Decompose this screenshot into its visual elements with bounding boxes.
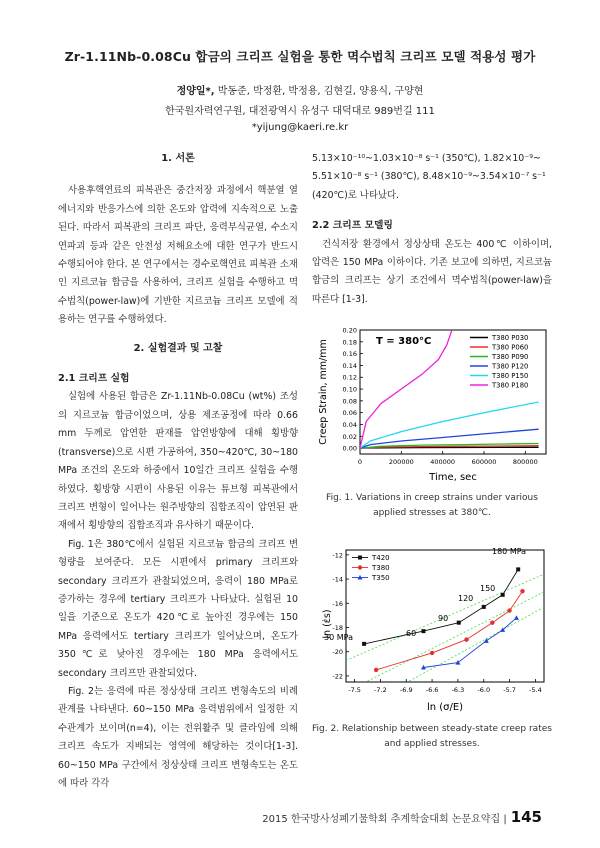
legend-label: T380 P060	[492, 343, 529, 352]
x-tick-label: 400000	[430, 458, 456, 466]
y-tick-label: 0.12	[342, 373, 357, 382]
data-point-t380	[374, 668, 378, 672]
fit-line-t350	[346, 607, 544, 716]
stress-annotation: 30 MPa	[324, 633, 353, 642]
x-tick-label: 200000	[388, 458, 414, 466]
right-column	[312, 150, 552, 309]
page-footer	[262, 808, 542, 826]
y-tick-label: 0.00	[342, 444, 357, 453]
data-point-t420	[482, 605, 486, 609]
legend-marker	[358, 556, 362, 560]
y-tick-label: -14	[332, 575, 343, 584]
data-point-t350	[514, 615, 519, 620]
series-line-t380-p150	[360, 402, 539, 448]
figure-2-caption: Fig. 2. Relationship between steady-state creep rates and applied stresses.	[312, 724, 552, 749]
author-email: *yijung@kaeri.re.kr	[251, 122, 349, 133]
y-tick-label: -18	[332, 624, 343, 633]
y-axis-label: Creep Strain, mm/mm	[318, 339, 329, 445]
y-tick-label: -20	[332, 648, 343, 657]
subsection-title-creep-modeling: 2.2 크리프 모델링	[312, 220, 393, 232]
stress-annotation: 120	[458, 594, 474, 603]
y-tick-label: 0.14	[342, 361, 357, 370]
authors	[0, 82, 600, 97]
legend-label: T380 P120	[492, 362, 529, 371]
y-tick-label: 0.10	[342, 385, 357, 394]
y-tick-label: -22	[332, 672, 343, 681]
x-axis-label: Time, sec	[429, 472, 477, 483]
figure-1-creep-strain-chart	[312, 322, 552, 490]
affiliation: 한국원자력연구원, 대전광역시 유성구 대덕대로 989번길 111	[165, 106, 435, 117]
x-tick-label: -6.9	[399, 686, 413, 694]
corresponding-author: 정양일*,	[176, 86, 215, 97]
stress-annotation: 180 MPa	[492, 547, 527, 556]
paragraph-creep-test-1: 실험에 사용된 합금은 Zr-1.11Nb-0.08Cu (wt%) 조성의 지르코늄 합금이었으며, 상용 제조공정에 따라 0.66 mm 두께로 압연한 판재를 압연방향에 대해 횡방향(transverse)으로 시편 가공하여, 350~420℃, 30~180 MPa 조건의 온도와 하중에서 10일간 크리프 실험을 수행하였다. 횡방향 시편이 사용된 이유는 튜브형 피복관에서 크리프 변형이 일어나는 원주방향의 집합조직이 압연된 판재에서 횡방향의 집합조직과 유사하기 때문이다.	[58, 391, 298, 532]
y-tick-label: -16	[332, 599, 343, 608]
co-authors: 박동준, 박정환, 박정용, 김현길, 양용식, 구양현	[214, 86, 424, 97]
legend-label: T380 P090	[492, 353, 529, 361]
y-tick-label: 0.02	[342, 432, 357, 441]
figure-2-creep-rate-chart	[322, 544, 548, 716]
y-tick-label: 0.08	[342, 397, 357, 406]
data-point-t350	[484, 638, 489, 643]
x-tick-label: -6.6	[425, 686, 439, 694]
chart-title: T = 380°C	[376, 336, 432, 347]
data-point-t420	[421, 629, 425, 633]
x-tick-label: -5.4	[529, 686, 542, 694]
paragraph-introduction: 사용후핵연료의 피복관은 중간저장 과정에서 핵분열 열에너지와 반응가스에 의한 온도와 압력에 지속적으로 노출된다. 따라서 피복관의 크리프 파단, 응력부식균열, 수소지연파괴 등과 같은 안전성 저해요소에 대한 연구가 반드시 수행되어야 한다. 본 연구에서는 경수로핵연료 피복관 소재인 지르코늄 합금을 사용하여, 크리프 실험을 수행하고 멱수법칙(power-law)에 기반한 지르코늄 크리프 모델에 적용하는 연구를 수행하였다.	[58, 185, 298, 326]
y-tick-label: 0.16	[342, 350, 357, 359]
legend-label: T380 P180	[492, 381, 529, 390]
x-tick-label: -7.5	[348, 686, 361, 694]
paragraph-creep-test-3: Fig. 2는 응력에 따른 정상상태 크리프 변형속도의 비례 관계를 나타낸다. 60~150 MPa 응력범위에서 일정한 지수관계가 보이며(n=4), 이는 전위활주 및 클라임에 의해 크리프 속도가 지배되는 영역에 해당하는 것이다[1-3]. 60~150 MPa 구간에서 정상상태 크리프 변형속도는 온도에 따라 각각	[58, 685, 298, 789]
data-point-t380	[464, 637, 468, 641]
data-point-t380	[430, 651, 434, 655]
y-tick-label: 0.20	[342, 326, 357, 335]
x-axis-label: ln (σ/E)	[426, 702, 464, 713]
continued-line-3: (420℃)로 나타났다.	[312, 189, 399, 201]
legend-label: T380	[372, 564, 390, 572]
paper-title: Zr-1.11Nb-0.08Cu 합금의 크리프 실험을 통한 멱수법칙 크리프 모델 적용성 평가	[64, 49, 536, 64]
x-tick-label: -5.7	[503, 686, 516, 694]
data-point-t380	[520, 589, 524, 593]
series-line-t350	[424, 618, 517, 668]
x-tick-label: -6.3	[451, 686, 465, 694]
data-point-t420	[362, 642, 366, 646]
legend-marker	[358, 565, 362, 569]
x-tick-label: 0	[357, 458, 363, 466]
continued-line-1: 5.13×10⁻¹⁰~1.03×10⁻⁸ s⁻¹ (350℃), 1.82×10⁻⁹~	[312, 153, 541, 164]
x-tick-label: -6.0	[477, 686, 491, 694]
x-tick-label: -7.2	[374, 686, 387, 694]
x-tick-label: 800000	[512, 458, 538, 466]
legend-label: T420	[372, 554, 390, 562]
stress-annotation: 90	[438, 614, 449, 623]
continued-line-2: 5.51×10⁻⁸ s⁻¹ (380℃), 8.48×10⁻⁹~3.54×10⁻⁷ s⁻¹	[312, 171, 546, 183]
series-line-t380	[376, 591, 522, 670]
left-column	[58, 150, 298, 793]
legend-label: T380 P030	[492, 334, 529, 342]
section-title-results: 2. 실험결과 및 고찰	[133, 342, 223, 354]
legend-label: T350	[372, 574, 390, 582]
section-title-introduction: 1. 서론	[161, 153, 195, 164]
y-axis-label: ln (ε̇s)	[322, 609, 333, 639]
fit-line-t380	[346, 592, 544, 692]
stress-annotation: 60	[406, 629, 417, 638]
paragraph-creep-modeling: 건식저장 환경에서 정상상태 온도는 400℃ 이하이며, 압력은 150 MPa 이하이다. 기존 보고에 의하면, 지르코늄 합금의 크리프는 상기 조건에서 멱수법칙(power-law)을 따른다 [1-3].	[312, 238, 552, 305]
paragraph-creep-test-2: Fig. 1은 380℃에서 실험된 지르코늄 합금의 크리프 변형량을 보여준다. 모든 시편에서 primary 크리프와 secondary 크리프가 관찰되었으며, 응력이 180 MPa로 증가하는 경우에 tertiary 크리프가 나타났다. 실험된 10 일을 기준으로 온도가 420℃로 높아진 경우에는 150 MPa 응력에서도 tertiary 크리프가 일어났으며, 온도가 350℃로 낮아진 경우에는 180 MPa 응력에서도 secondary 크리프만 관찰되었다.	[58, 538, 298, 679]
legend-label: T380 P150	[492, 372, 529, 380]
footer-separator: |	[503, 814, 507, 825]
y-tick-label: 0.18	[342, 338, 357, 347]
subsection-title-creep-test: 2.1 크리프 실험	[58, 373, 130, 385]
y-tick-label: 0.06	[342, 409, 357, 418]
page-number: 145	[510, 808, 542, 826]
data-point-t420	[516, 567, 520, 571]
y-tick-label: 0.04	[342, 420, 357, 429]
data-point-t380	[490, 620, 494, 624]
footer-journal: 2015 한국방사성폐기물학회 추계학술대회 논문요약집	[262, 814, 501, 825]
figure-1-caption: Fig. 1. Variations in creep strains under various applied stresses at 380℃.	[326, 493, 538, 518]
y-tick-label: -12	[332, 551, 343, 560]
stress-annotation: 150	[480, 584, 496, 593]
data-point-t420	[457, 621, 461, 625]
x-tick-label: 600000	[471, 458, 497, 466]
data-point-t380	[507, 608, 511, 612]
data-point-t420	[501, 593, 505, 597]
